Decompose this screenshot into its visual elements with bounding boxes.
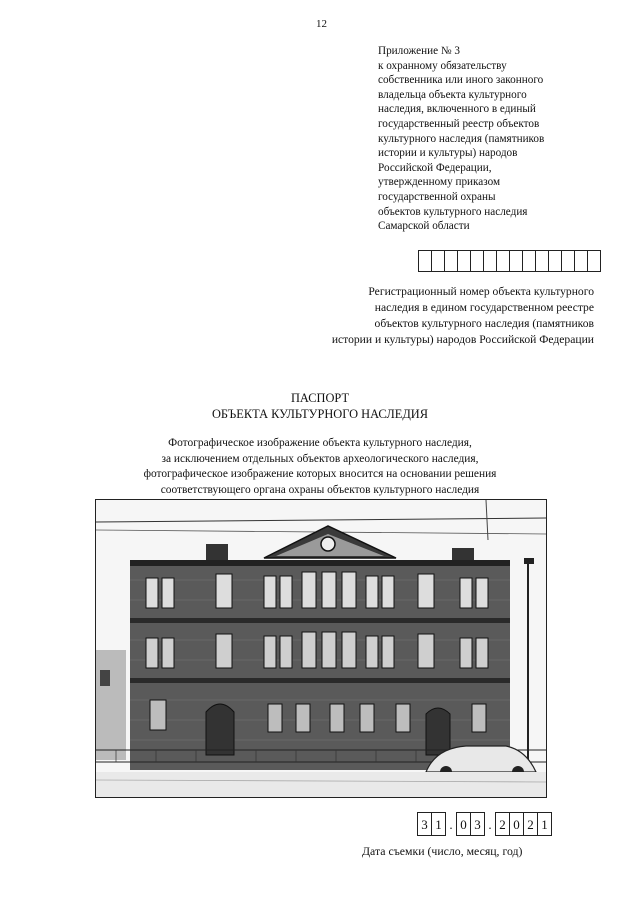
registration-label-line: наследия в едином государственном реестре <box>374 301 594 314</box>
registration-number-boxes <box>418 250 601 272</box>
registration-label-line: Регистрационный номер объекта культурного <box>368 285 594 298</box>
appendix-block <box>378 44 628 234</box>
reg-digit-box <box>457 250 470 272</box>
date-month-digit: 0 <box>456 812 470 836</box>
photo-description <box>0 436 640 498</box>
appendix-line: Самарской области <box>378 220 470 233</box>
date-year-digit: 0 <box>509 812 523 836</box>
title-line-2: ОБЪЕКТА КУЛЬТУРНОГО НАСЛЕДИЯ <box>211 407 429 421</box>
appendix-line: государственный реестр объектов <box>378 117 540 130</box>
appendix-line: к охранному обязательству <box>378 59 507 72</box>
page-number: 12 <box>316 18 327 30</box>
description-line: фотографическое изображение которых вносится на основании решения <box>143 468 497 481</box>
survey-date-boxes <box>417 812 552 836</box>
date-separator: . <box>488 817 492 832</box>
registration-label-line: объектов культурного наследия (памятников <box>374 317 594 330</box>
appendix-line: истории и культуры) народов <box>378 147 518 160</box>
reg-digit-box <box>548 250 561 272</box>
date-year-digit: 2 <box>495 812 509 836</box>
reg-digit-box <box>535 250 548 272</box>
reg-digit-box <box>431 250 444 272</box>
reg-digit-box <box>522 250 535 272</box>
reg-digit-box <box>496 250 509 272</box>
appendix-line: Российской Федерации, <box>378 161 492 174</box>
building-facade-image <box>96 500 546 797</box>
date-separator: . <box>449 817 453 832</box>
date-day-digit: 1 <box>431 812 446 836</box>
reg-digit-box <box>470 250 483 272</box>
reg-digit-box <box>483 250 496 272</box>
date-day-digit: 3 <box>417 812 431 836</box>
document-title <box>0 390 640 422</box>
reg-digit-box <box>561 250 574 272</box>
date-year-digit: 2 <box>523 812 537 836</box>
appendix-line: наследия, включенного в единый <box>378 103 536 116</box>
date-label: Дата съемки (число, месяц, год) <box>362 844 523 858</box>
reg-digit-box <box>509 250 522 272</box>
description-line: соответствующего органа охраны объектов культурного наследия <box>160 483 480 496</box>
appendix-line: культурного наследия (памятников <box>378 132 545 145</box>
date-year-digit: 1 <box>537 812 552 836</box>
appendix-line: собственника или иного законного <box>378 74 544 87</box>
title-line-1: ПАСПОРТ <box>290 391 350 405</box>
appendix-line: объектов культурного наследия <box>378 205 528 218</box>
building-photo <box>95 499 547 798</box>
reg-digit-box <box>587 250 601 272</box>
date-month-digit: 3 <box>470 812 485 836</box>
description-line: Фотографическое изображение объекта культурного наследия, <box>168 437 472 449</box>
reg-digit-box <box>444 250 457 272</box>
appendix-line: утвержденному приказом <box>378 176 501 189</box>
reg-digit-box <box>574 250 587 272</box>
description-line: за исключением отдельных объектов археологического наследия, <box>161 452 479 465</box>
registration-label-line: истории и культуры) народов Российской Федерации <box>331 333 594 346</box>
reg-digit-box <box>418 250 431 272</box>
registration-label <box>332 284 594 348</box>
appendix-line: Приложение № 3 <box>378 45 460 57</box>
appendix-line: государственной охраны <box>378 190 496 203</box>
appendix-line: владельца объекта культурного <box>378 88 527 101</box>
